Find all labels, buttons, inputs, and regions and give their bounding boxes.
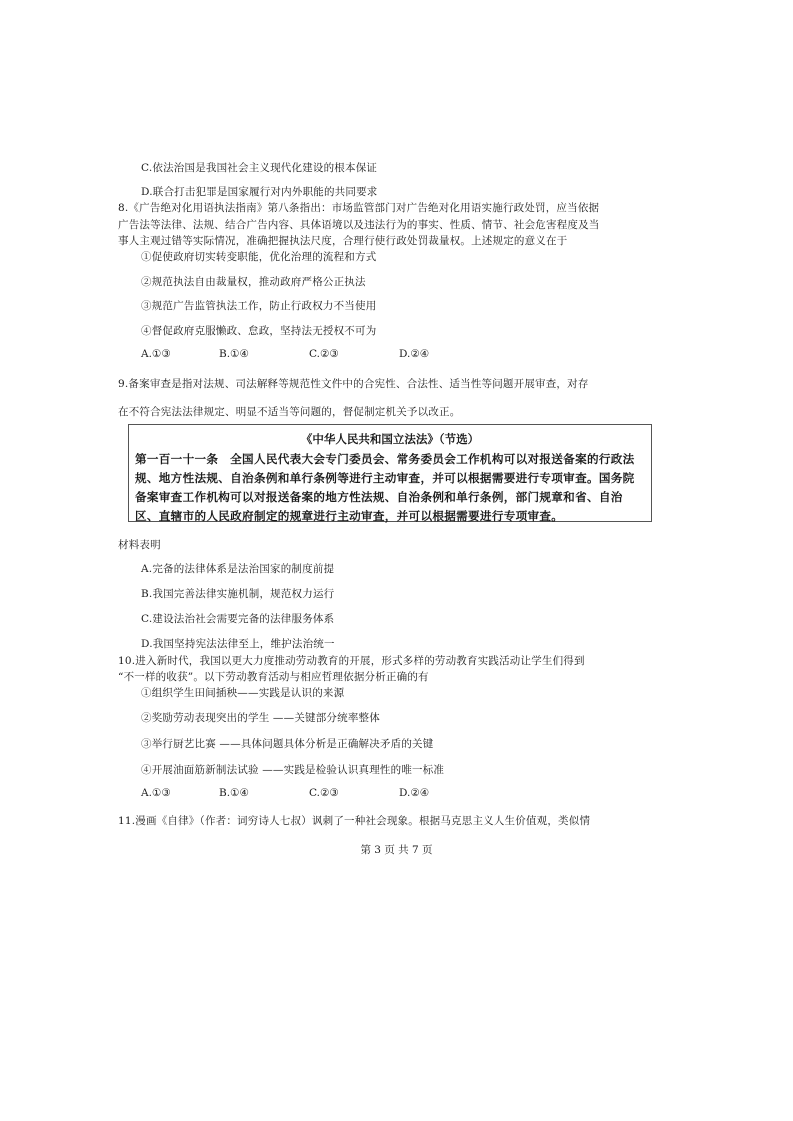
question-10-text: 10.进入新时代，我国以更大力度推动劳动教育的开展，形式多样的劳动教育实践活动让学生们得到	[118, 655, 585, 667]
option-b: B.我国完善法律实施机制，规范权力运行	[141, 588, 335, 600]
statement-1: ①促使政府切实转变职能，优化治理的流程和方式	[141, 251, 377, 263]
answer-b: B.①④	[219, 348, 249, 360]
law-excerpt-body: 第一百一十一条 全国人民代表大会专门委员会、常务委员会工作机构可以对报送备案的行政法规、地方性法规、自治条例和单行条例等进行主动审查，并可以根据需要进行专项审查。国务院备案审查工作机构可以对报送备案的地方性法规、自治条例和单行条例，部门规章和省、自治区、直辖市的人民政府制定的规章进行主动审查，并可以根据需要进行专项审查。	[135, 452, 635, 523]
question-8-text: 广告法等法律、法规、结合广告内容、具体语境以及违法行为的事实、性质、情节、社会危害程度及当	[118, 219, 600, 231]
option-d: D.我国坚持宪法法律至上，维护法治统一	[141, 638, 335, 650]
option-c: C.建设法治社会需要完备的法律服务体系	[141, 613, 335, 625]
question-8-text: 事人主观过错等实际情况，准确把握执法尺度，合理行使行政处罚裁量权。上述规定的意义在于	[118, 235, 568, 247]
answer-b: B.①④	[219, 787, 249, 799]
statement-3: ③举行厨艺比赛 ——具体问题具体分析是正确解决矛盾的关键	[141, 738, 434, 750]
answer-a: A.①③	[141, 787, 171, 799]
answer-row-10	[141, 787, 429, 799]
answer-c: C.②③	[309, 348, 339, 360]
question-9-text: 在不符合宪法法律规定、明显不适当等问题的，督促制定机关予以改正。	[118, 406, 461, 418]
answer-d: D.②④	[399, 787, 430, 799]
statement-2: ②奖励劳动表现突出的学生 ——关键部分统率整体	[141, 712, 380, 724]
question-9-text: 9.备案审查是指对法规、司法解释等规范性文件中的合宪性、合法性、适当性等问题开展审查，对存	[118, 378, 589, 390]
option-a: A.完备的法律体系是法治国家的制度前提	[141, 563, 335, 575]
question-8-text: 8.《广告绝对化用语执法指南》第八条指出：市场监管部门对广告绝对化用语实施行政处罚，应当依据	[118, 202, 600, 214]
statement-1: ①组织学生田间插秧——实践是认识的来源	[141, 687, 345, 699]
answer-c: C.②③	[309, 787, 339, 799]
answer-a: A.①③	[141, 348, 171, 360]
question-10-text: “不一样的收获”。以下劳动教育活动与相应哲理依据分析正确的有	[118, 671, 429, 683]
question-9-lead: 材料表明	[118, 539, 161, 551]
question-11-text: 11.漫画《自律》（作者：词穷诗人七叔）讽刺了一种社会现象。根据马克思主义人生价值观，类似情	[118, 815, 591, 827]
statement-4: ④督促政府克服懒政、怠政，坚持法无授权不可为	[141, 325, 377, 337]
law-excerpt-title: 《中华人民共和国立法法》（节选）	[300, 432, 480, 446]
page-footer: 第 3 页 共 7 页	[360, 844, 433, 856]
statement-4: ④开展油面筋新制法试验 ——实践是检验认识真理性的唯一标准	[141, 764, 445, 776]
statement-2: ②规范执法自由裁量权，推动政府严格公正执法	[141, 276, 366, 288]
option-line: D.联合打击犯罪是国家履行对内外职能的共同要求	[141, 186, 378, 198]
option-line: C.依法治国是我国社会主义现代化建设的根本保证	[141, 162, 378, 174]
answer-row-8	[141, 348, 429, 360]
law-excerpt-box	[128, 424, 652, 522]
answer-d: D.②④	[399, 348, 430, 360]
statement-3: ③规范广告监管执法工作，防止行政权力不当使用	[141, 300, 377, 312]
